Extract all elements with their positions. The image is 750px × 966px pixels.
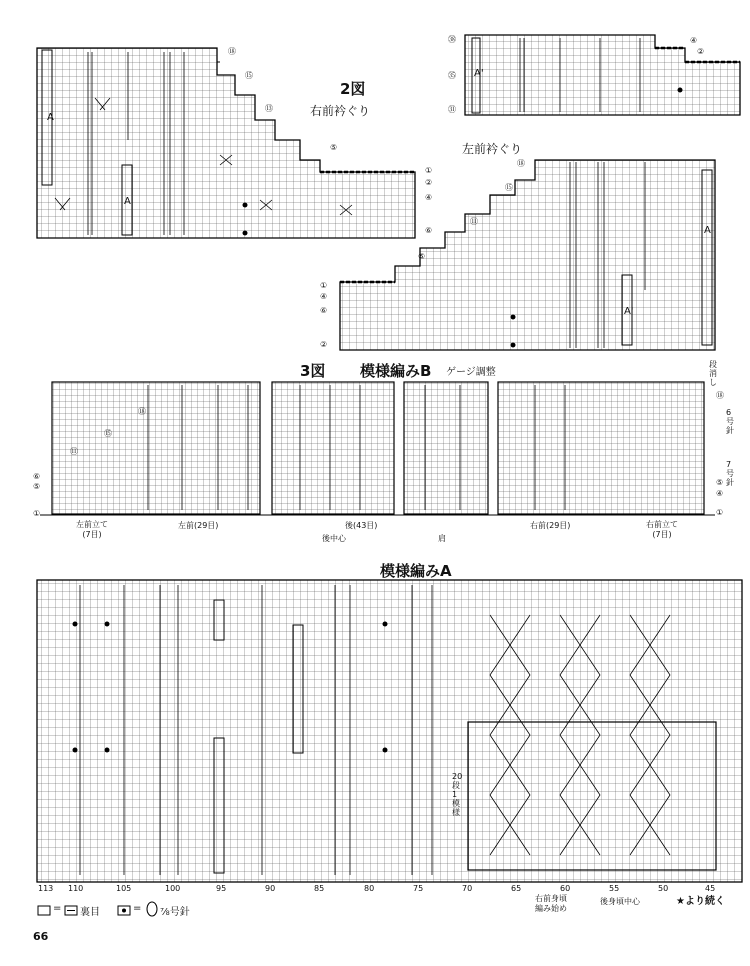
marker-lt-31: ㉛ — [448, 105, 456, 114]
bobble-icon — [147, 902, 157, 916]
marker-r-5: ⑤ — [330, 143, 338, 152]
marker-r-13: ⑬ — [265, 104, 273, 113]
marker-l-6: ⑥ — [320, 306, 328, 315]
x-label-75: 75 — [413, 884, 424, 893]
fig3-marker-18: ⑱ — [716, 391, 724, 400]
marker-l-15: ⑮ — [505, 183, 513, 192]
fig2-title: 2図 — [340, 80, 366, 98]
marker-l-5: ⑤ — [418, 252, 426, 261]
label-a-prime-1: A' — [474, 68, 484, 79]
fig3-l-5: ⑤ — [33, 482, 41, 491]
fig3-l-6: ⑥ — [33, 472, 41, 481]
fig3-marker-1r: ① — [716, 508, 724, 517]
marker-r-6: ⑥ — [425, 226, 433, 235]
section-back: 後(43目) — [345, 521, 378, 530]
label-a-prime-2: A' — [624, 306, 634, 317]
marker-lt-35: ㉟ — [448, 71, 456, 80]
marker-ltr-4: ④ — [690, 36, 698, 45]
needle-7: 7号針 — [726, 460, 734, 487]
gauge-label: ゲージ調整 — [446, 367, 496, 378]
x-label-95: 95 — [216, 884, 227, 893]
page-number: 66 — [33, 930, 49, 943]
legend-eq-1: = — [53, 903, 62, 914]
x-label-70: 70 — [462, 884, 473, 893]
fig3-l-15: ⑮ — [104, 429, 112, 438]
x-label-110: 110 — [68, 884, 84, 893]
x-label-90: 90 — [265, 884, 276, 893]
x-label-45: 45 — [705, 884, 716, 893]
legend-needle-label: ⅞号針 — [160, 907, 190, 918]
right-neck-label: 右前衿ぐり — [310, 104, 371, 118]
needle-6: 6号針 — [726, 408, 734, 435]
fig3-l-18: ⑱ — [138, 407, 146, 416]
label-a-1: A — [47, 112, 54, 123]
fig3-l-11: ⑪ — [70, 447, 78, 456]
section-right-band: 右前立て (7目) — [646, 520, 678, 539]
fig3-marker-4: ④ — [716, 489, 724, 498]
back-center-a: 後身頃中心 — [600, 897, 640, 906]
marker-l-2: ② — [320, 340, 328, 349]
label-a-3: A — [704, 225, 711, 236]
x-label-80: 80 — [364, 884, 375, 893]
fig3-l-1: ① — [33, 509, 41, 518]
section-right-front: 右前(29目) — [530, 521, 571, 530]
x-label-85: 85 — [314, 884, 325, 893]
x-label-105: 105 — [116, 884, 132, 893]
chart-right-neck — [37, 48, 415, 238]
marker-r-4: ④ — [425, 193, 433, 202]
x-label-100: 100 — [165, 884, 181, 893]
x-label-60: 60 — [560, 884, 571, 893]
fig3-title: 3図 — [300, 362, 326, 380]
x-label-65: 65 — [511, 884, 522, 893]
x-label-55: 55 — [609, 884, 620, 893]
marker-l-18: ⑱ — [517, 159, 525, 168]
marker-r-2: ② — [425, 178, 433, 187]
section-left-front: 左前(29目) — [178, 521, 219, 530]
marker-r-1: ① — [425, 166, 433, 175]
marker-l-1: ① — [320, 281, 328, 290]
back-center-label: 後中心 — [322, 534, 346, 543]
pattern-b-title: 模様編みB — [360, 362, 432, 380]
marker-ltr-2: ② — [697, 47, 705, 56]
chart-pattern-a — [37, 580, 742, 882]
marker-r-18: ⑱ — [228, 47, 236, 56]
left-neck-label: 左前衿ぐり — [462, 142, 523, 156]
label-a-2: A — [124, 196, 131, 207]
dan-keshi: 段消し — [709, 360, 717, 387]
legend-eq-2: = — [133, 903, 142, 914]
section-left-band: 左前立て (7目) — [76, 520, 108, 539]
fig3-marker-5: ⑤ — [716, 478, 724, 487]
marker-l-4: ④ — [320, 292, 328, 301]
repeat-note: 20段1模様 — [452, 772, 463, 817]
x-label-50: 50 — [658, 884, 669, 893]
right-front-start: 右前身頃 編み始め — [535, 894, 567, 913]
shoulder-label: 肩 — [438, 534, 446, 543]
legend-blank-swatch — [38, 906, 50, 915]
legend-purl-label: 裏目 — [80, 907, 100, 918]
continue-note: ★より続く — [676, 896, 725, 907]
marker-r-15: ⑮ — [245, 71, 253, 80]
chart-fig3 — [40, 382, 715, 515]
marker-lt-38: ㊳ — [448, 35, 456, 44]
pattern-a-title: 模様編みA — [380, 562, 452, 580]
x-label-113: 113 — [38, 884, 54, 893]
marker-l-11: ⑪ — [470, 217, 478, 226]
